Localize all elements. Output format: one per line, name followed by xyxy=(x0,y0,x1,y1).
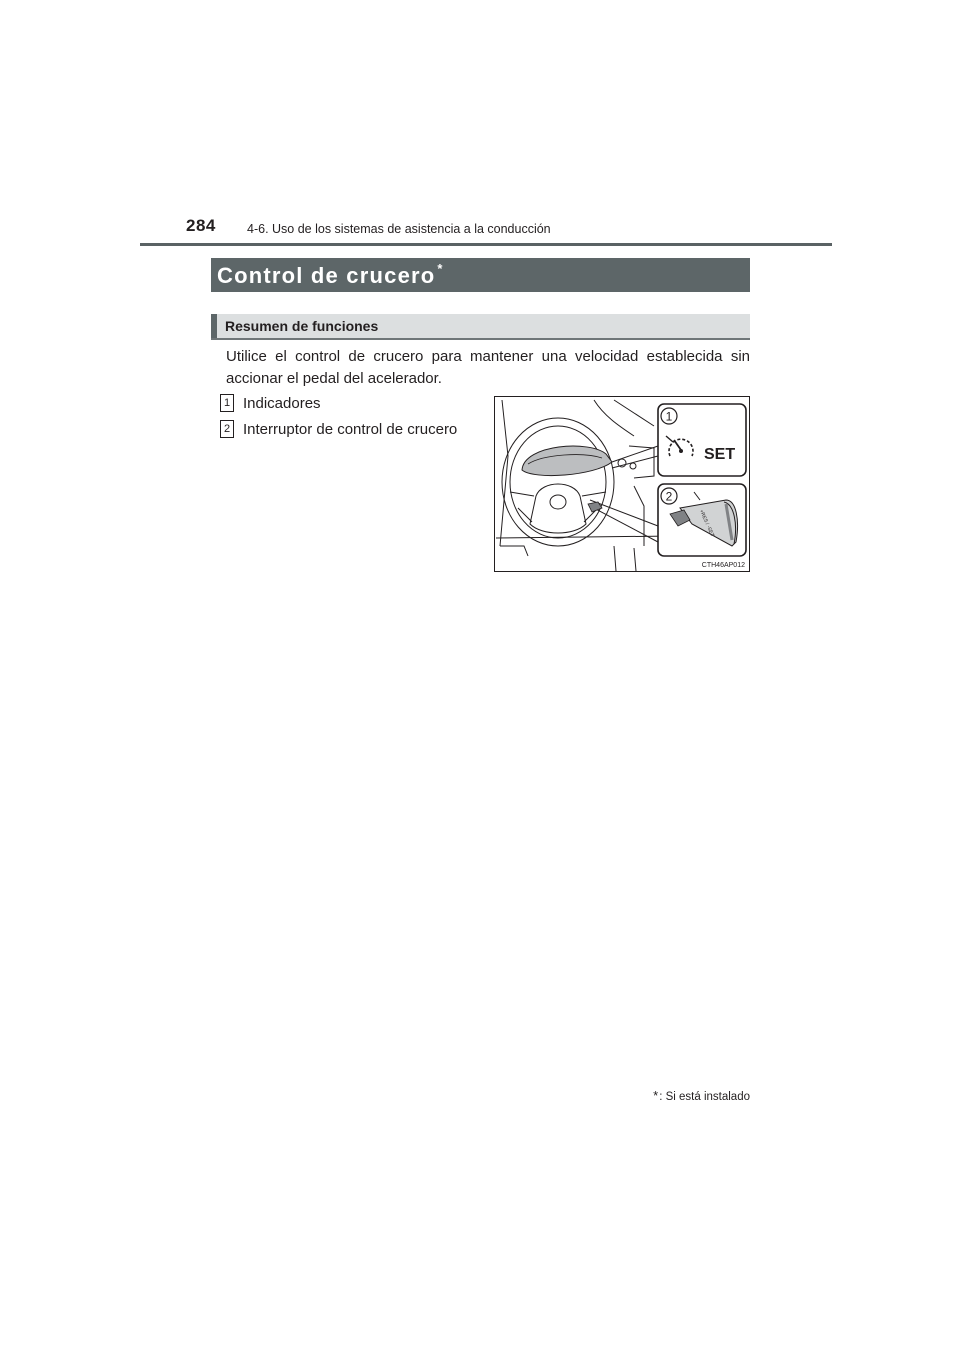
cruise-control-illustration xyxy=(494,396,750,572)
figure-code: CTH46AP012 xyxy=(701,562,745,569)
callout-item xyxy=(220,395,321,413)
inset-marker-2: 2 xyxy=(665,489,673,504)
running-header: 4-6. Uso de los sistemas de asistencia a la conducción xyxy=(247,222,551,236)
footnote-mark: * xyxy=(653,1088,659,1103)
header-rule xyxy=(140,243,832,246)
callout-item xyxy=(220,421,457,439)
subsection-header xyxy=(211,314,750,340)
section-banner xyxy=(211,258,750,292)
set-indicator-label: SET xyxy=(704,446,736,463)
subsection-title: Resumen de funciones xyxy=(225,318,379,334)
intro-paragraph: Utilice el control de crucero para mantener una velocidad establecida sin accionar el pedal del acelerador. xyxy=(226,348,750,387)
lever-lettering: +RES / -SET xyxy=(697,508,716,538)
section-title xyxy=(217,263,444,289)
optional-equipment-mark: * xyxy=(437,261,444,276)
footnote xyxy=(653,1088,750,1103)
callout-number: 2 xyxy=(220,420,234,438)
subsection-accent-bar xyxy=(211,314,217,338)
callout-label: Indicadores xyxy=(243,395,321,412)
page-number: 284 xyxy=(186,216,216,235)
inset-marker-1: 1 xyxy=(665,409,673,424)
section-title-text: Control de crucero xyxy=(217,263,436,288)
callout-label: Interruptor de control de crucero xyxy=(243,421,458,438)
footnote-text: : Si está instalado xyxy=(659,1091,750,1103)
callout-number: 1 xyxy=(220,394,234,412)
